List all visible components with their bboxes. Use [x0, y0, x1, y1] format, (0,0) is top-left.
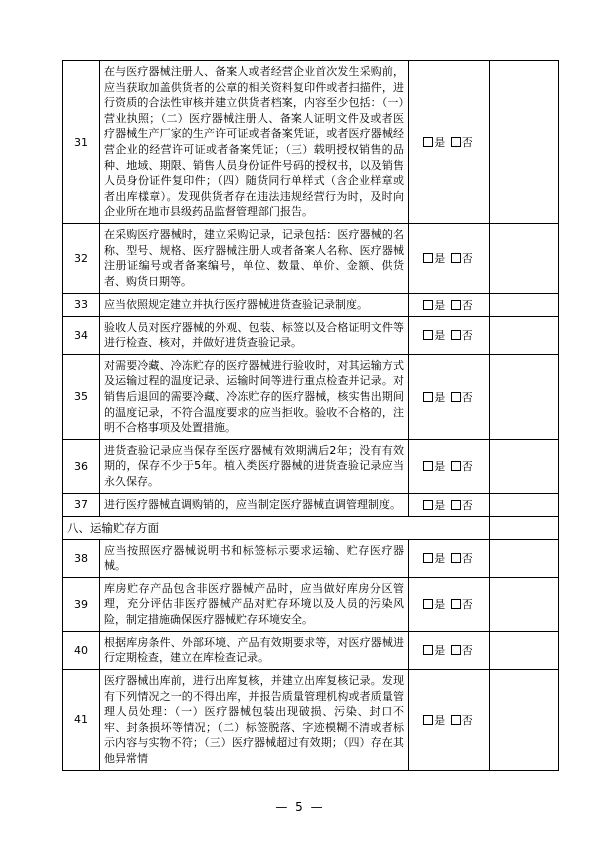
table-row	[63, 61, 559, 224]
check-yes[interactable]	[423, 642, 445, 658]
row-number: 32	[63, 224, 100, 293]
row-number: 35	[63, 354, 100, 439]
check-no[interactable]	[451, 250, 473, 266]
check-no[interactable]	[451, 642, 473, 658]
check-yes[interactable]	[423, 550, 445, 566]
check-yes[interactable]	[423, 297, 445, 313]
row-check-result[interactable]	[409, 293, 490, 316]
check-no[interactable]	[451, 389, 473, 405]
row-check-result[interactable]	[409, 439, 490, 493]
row-number: 39	[63, 577, 100, 631]
row-number: 41	[63, 669, 100, 770]
row-remark[interactable]	[490, 293, 559, 316]
check-yes[interactable]	[423, 458, 445, 474]
table-section-row	[63, 516, 559, 539]
checkbox-icon[interactable]	[423, 300, 433, 310]
row-number: 37	[63, 493, 100, 516]
row-content: 库房贮存产品包含非医疗器械产品时，应当做好库房分区管理，充分评估非医疗器械产品对贮存环境以及人员的污染风险，制定措施确保医疗器械贮存环境安全。	[100, 577, 409, 631]
check-no-label: 否	[461, 390, 473, 404]
table-row	[63, 354, 559, 439]
check-no-label: 否	[461, 598, 473, 612]
check-no-label: 否	[461, 460, 473, 474]
section-heading: 八、运输贮存方面	[63, 516, 490, 539]
checkbox-icon[interactable]	[423, 330, 433, 340]
check-yes[interactable]	[423, 327, 445, 343]
row-content: 进行医疗器械直调购销的，应当制定医疗器械直调管理制度。	[100, 493, 409, 516]
check-yes-label: 是	[434, 552, 446, 566]
row-content: 验收人员对医疗器械的外观、包装、标签以及合格证明文件等进行检查、核对，并做好进货查验记录。	[100, 316, 409, 354]
check-no-label: 否	[461, 329, 473, 343]
row-number: 38	[63, 539, 100, 577]
checkbox-icon[interactable]	[451, 330, 461, 340]
checkbox-icon[interactable]	[423, 461, 433, 471]
check-no[interactable]	[451, 550, 473, 566]
check-no[interactable]	[451, 458, 473, 474]
table-row	[63, 493, 559, 516]
row-number: 36	[63, 439, 100, 493]
check-no-label: 否	[461, 498, 473, 512]
row-check-result[interactable]	[409, 631, 490, 669]
row-remark[interactable]	[490, 493, 559, 516]
table-row	[63, 631, 559, 669]
checkbox-icon[interactable]	[451, 553, 461, 563]
row-check-result[interactable]	[409, 61, 490, 224]
table-row	[63, 293, 559, 316]
checkbox-icon[interactable]	[423, 137, 433, 147]
row-check-result[interactable]	[409, 577, 490, 631]
check-yes-label: 是	[434, 252, 446, 266]
table-row	[63, 224, 559, 293]
checkbox-icon[interactable]	[423, 645, 433, 655]
checkbox-icon[interactable]	[451, 300, 461, 310]
check-no-label: 否	[461, 552, 473, 566]
checkbox-icon[interactable]	[423, 392, 433, 402]
check-no-label: 否	[461, 252, 473, 266]
checkbox-icon[interactable]	[423, 253, 433, 263]
page-number: — 5 —	[275, 800, 325, 814]
check-no[interactable]	[451, 297, 473, 313]
checkbox-icon[interactable]	[451, 137, 461, 147]
check-yes[interactable]	[423, 134, 445, 150]
row-number: 40	[63, 631, 100, 669]
table-row	[63, 577, 559, 631]
row-content: 应当按照医疗器械说明书和标签标示要求运输、贮存医疗器械。	[100, 539, 409, 577]
row-check-result[interactable]	[409, 316, 490, 354]
row-content: 应当依照规定建立并执行医疗器械进货查验记录制度。	[100, 293, 409, 316]
check-yes[interactable]	[423, 250, 445, 266]
row-number: 33	[63, 293, 100, 316]
row-content: 进货查验记录应当保存至医疗器械有效期满后2年；没有有效期的，保存不少于5年。植入类医疗器械的进货查验记录应当永久保存。	[100, 439, 409, 493]
check-yes-label: 是	[434, 644, 446, 658]
check-yes-label: 是	[434, 136, 446, 150]
checklist-body	[63, 61, 559, 771]
row-remark[interactable]	[490, 439, 559, 493]
row-remark[interactable]	[490, 61, 559, 224]
checkbox-icon[interactable]	[423, 500, 433, 510]
check-no[interactable]	[451, 327, 473, 343]
row-check-result[interactable]	[409, 669, 490, 770]
checkbox-icon[interactable]	[423, 553, 433, 563]
table-row	[63, 316, 559, 354]
row-remark[interactable]	[490, 577, 559, 631]
check-no[interactable]	[451, 497, 473, 513]
checkbox-icon[interactable]	[423, 715, 433, 725]
check-yes-label: 是	[434, 298, 446, 312]
row-number: 31	[63, 61, 100, 224]
checkbox-icon[interactable]	[451, 645, 461, 655]
row-remark[interactable]	[490, 669, 559, 770]
row-number: 34	[63, 316, 100, 354]
row-content: 在与医疗器械注册人、备案人或者经营企业首次发生采购前，应当获取加盖供货者的公章的相关资料复印件或者扫描件，进行资质的合法性审核并建立供货者档案，内容至少包括：（一）营业执照；（二）医疗器械注册人、备案人证明文件及或者医疗器械生产厂家的生产许可证或者备案凭证，或者医疗器械经营企业的经营许可证或者备案凭证；（三）载明授权销售的品种、地域、期限、销售人员身份证件号码的授权书，以及销售人员身份证件复印件；（四）随货同行单样式（含企业样章或者出库樣章）。发现供货者存在违法违规经营行为时，及时向企业所在地市县级药品监督管理部门报告。	[100, 61, 409, 224]
check-no[interactable]	[451, 596, 473, 612]
row-check-result[interactable]	[409, 493, 490, 516]
check-no-label: 否	[461, 298, 473, 312]
check-no-label: 否	[461, 713, 473, 727]
check-yes-label: 是	[434, 598, 446, 612]
checkbox-icon[interactable]	[451, 253, 461, 263]
checkbox-icon[interactable]	[451, 461, 461, 471]
checkbox-icon[interactable]	[451, 500, 461, 510]
check-no[interactable]	[451, 134, 473, 150]
row-content: 医疗器械出库前，进行出库复核，并建立出库复核记录。发现有下列情况之一的不得出库，并报告质量管理机构或者质量管理人员处理：（一）医疗器械包装出现破损、污染、封口不牢、封条损坏等情况；（二）标签脱落、字迹模糊不清或者标示内容与实物不符；（三）医疗器械超过有效期；（四）存在其他异常情	[100, 669, 409, 770]
check-yes[interactable]	[423, 596, 445, 612]
check-yes[interactable]	[423, 712, 445, 728]
row-check-result[interactable]	[409, 539, 490, 577]
check-yes[interactable]	[423, 389, 445, 405]
row-check-result[interactable]	[409, 354, 490, 439]
row-content: 对需要冷藏、冷冻贮存的医疗器械进行验收时，对其运输方式及运输过程的温度记录、运输时间等进行重点检查并记录。对销售后退回的需要冷藏、冷冻贮存的医疗器械，核实售出期间的温度记录，不符合温度要求的应当拒收。验收不合格的，注明不合格事项及处置措施。	[100, 354, 409, 439]
row-content: 根据库房条件、外部环境、产品有效期要求等，对医疗器械进行定期检查，建立在库检查记录。	[100, 631, 409, 669]
row-remark[interactable]	[490, 224, 559, 293]
check-yes-label: 是	[434, 498, 446, 512]
check-yes-label: 是	[434, 329, 446, 343]
check-no[interactable]	[451, 712, 473, 728]
row-remark[interactable]	[490, 516, 559, 539]
check-yes-label: 是	[434, 460, 446, 474]
table-row	[63, 539, 559, 577]
row-check-result[interactable]	[409, 224, 490, 293]
check-yes[interactable]	[423, 497, 445, 513]
row-remark[interactable]	[490, 354, 559, 439]
row-content: 在采购医疗器械时，建立采购记录，记录包括：医疗器械的名称、型号、规格、医疗器械注册人或者备案人名称、医疗器械注册证编号或者备案编号，单位、数量、单价、金额、供货者、购货日期等。	[100, 224, 409, 293]
check-no-label: 否	[461, 136, 473, 150]
table-row	[63, 439, 559, 493]
check-no-label: 否	[461, 644, 473, 658]
row-remark[interactable]	[490, 539, 559, 577]
checkbox-icon[interactable]	[423, 599, 433, 609]
check-yes-label: 是	[434, 390, 446, 404]
checkbox-icon[interactable]	[451, 392, 461, 402]
checkbox-icon[interactable]	[451, 599, 461, 609]
checkbox-icon[interactable]	[451, 715, 461, 725]
inspection-checklist-table	[62, 60, 559, 771]
table-row	[63, 669, 559, 770]
check-yes-label: 是	[434, 713, 446, 727]
row-remark[interactable]	[490, 631, 559, 669]
row-remark[interactable]	[490, 316, 559, 354]
